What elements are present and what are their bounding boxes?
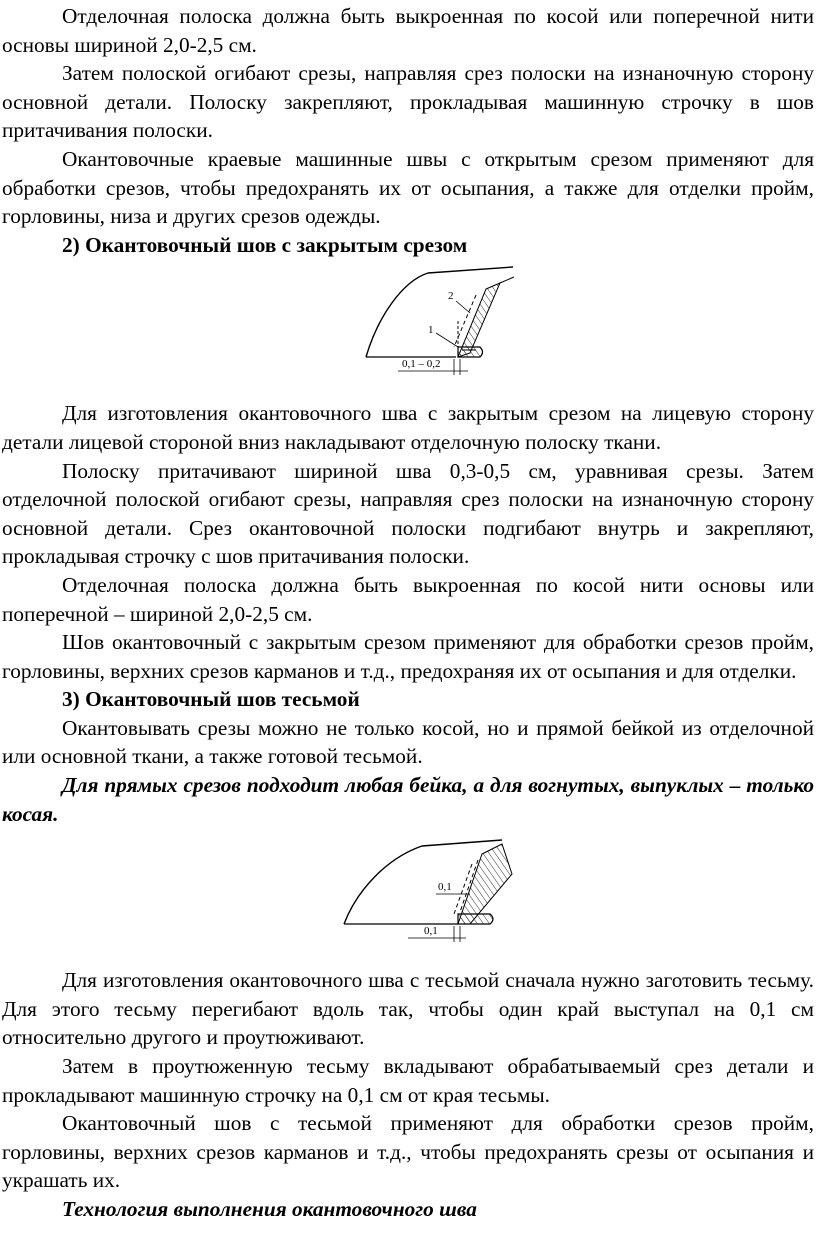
dimension-bottom: 0,1 <box>424 925 438 938</box>
emphasis-note: Для прямых срезов подходит любая бейка, а для вогнутых, выпуклых – только косая. <box>2 773 814 826</box>
paragraph: Окантовочные краевые машинные швы с открытым срезом применяют для обработки срезов, чтобы предохранять их от осыпания, а также для отделки пройм, горловины, низа и других срезов одежды. <box>2 146 814 229</box>
paragraph: Отделочная полоска должна быть выкроенная по косой нити основы или поперечной – шириной 2,0-2,5 см. <box>2 572 814 626</box>
callout-2: 2 <box>448 290 454 303</box>
paragraph: Окантовывать срезы можно не только косой, но и прямой бейкой из отделочной или основной ткани, а также готовой тесьмой. <box>2 715 814 769</box>
paragraph: Окантовочный шов с тесьмой применяют для обработки срезов пройм, горловины, верхних срезов карманов и т.д., чтобы предохранять срезы от осыпания и украшать их. <box>2 1111 814 1193</box>
dimension-top: 0,1 <box>438 881 452 894</box>
paragraph: Шов окантовочный с закрытым срезом применяют для обработки срезов пройм, горловины, верхних срезов карманов и т.д., предохраняя их от осыпания и для отделки. <box>2 630 814 683</box>
section-title: Технология выполнения окантовочного шва <box>62 1197 477 1221</box>
section-heading-3: 3) Окантовочный шов тесьмой <box>62 687 360 712</box>
callout-1: 1 <box>428 324 434 337</box>
figure-tape-seam <box>2 828 816 966</box>
paragraph: Для изготовления окантовочного шва с закрытым срезом на лицевую сторону детали лицевой стороной вниз накладывают отделочную полоску ткани. <box>2 401 814 454</box>
paragraph: Затем в проутюженную тесьму вкладывают обрабатываемый срез детали и прокладывают машинную строчку на 0,1 см от края тесьмы. <box>2 1054 814 1107</box>
seam-diagram-2 <box>332 830 552 968</box>
section-heading-2: 2) Окантовочный шов с закрытым срезом <box>62 232 468 257</box>
paragraph: Затем полоской огибают срезы, направляя срез полоски на изнаночную сторону основной детали. Полоску закрепляют, прокладывая машинную строчку в шов притачивания полоски. <box>2 61 814 143</box>
paragraph: Для изготовления окантовочного шва с тесьмой сначала нужно заготовить тесьму. Для этого тесьму перегибают вдоль так, чтобы один край выступал на 0,1 см относительно другого и проутюживают. <box>2 968 814 1050</box>
paragraph: Отделочная полоска должна быть выкроенная по косой или поперечной нити основы шириной 2,0-2,5 см. <box>2 4 814 57</box>
seam-diagram-1 <box>358 261 558 401</box>
paragraph: Полоску притачивают шириной шва 0,3-0,5 см, уравнивая срезы. Затем отделочной полоской огибают срезы, направляя срез полоски на изнаночную сторону основной детали. Срез окантовочной полоски подгибают внутрь и закрепляют, прокладывая строчку с шов притачивания полоски. <box>2 458 814 569</box>
dimension-label: 0,1 – 0,2 <box>402 358 441 371</box>
figure-closed-edge-seam <box>2 259 816 399</box>
